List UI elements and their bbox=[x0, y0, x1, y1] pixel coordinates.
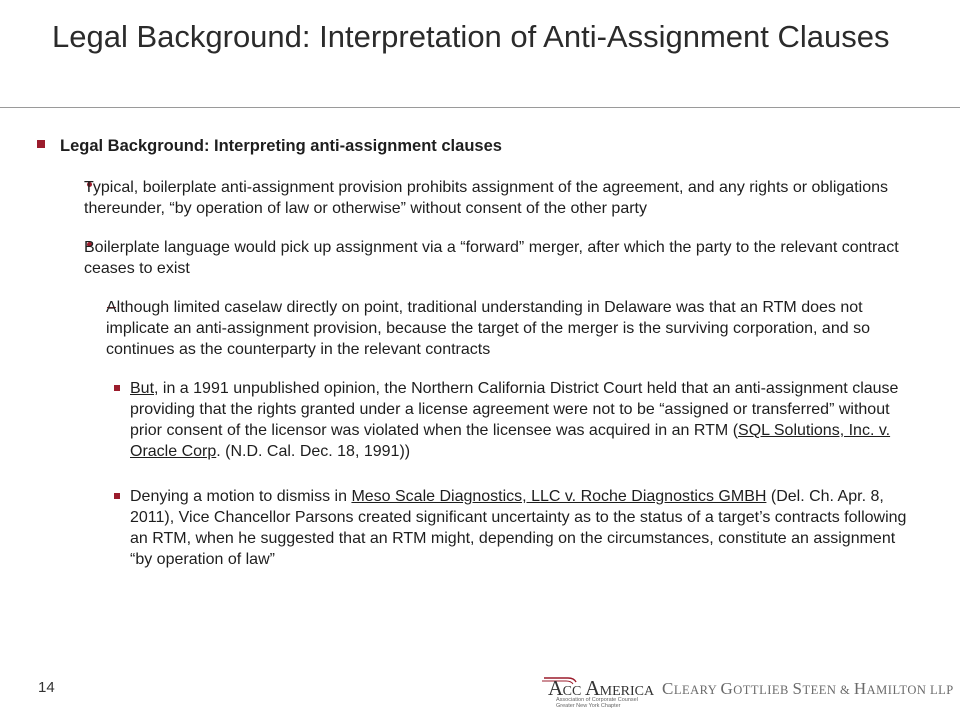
acc-subtitle: Association of Corporate Counsel Greater New York Chapter bbox=[556, 697, 638, 709]
square-bullet-icon bbox=[37, 140, 45, 148]
sub-sub-bullet-1 bbox=[130, 378, 915, 462]
sub-sub-1-text-a: , in a 1991 unpublished opinion, the Northern California District Court held that an anti-assignment clause providing that the rights granted under a license agreement were not to be “assigned or transferred” without prior consent of the licensor was violated when the licensee was acquired in an RTM ( bbox=[130, 380, 899, 439]
title-divider bbox=[0, 107, 960, 108]
sub-sub-bullet-2 bbox=[130, 486, 915, 570]
firm-name: CLEARY GOTTLIEB STEEN & HAMILTON LLP bbox=[662, 679, 954, 698]
acc-wordmark: ACC AMERICA bbox=[548, 676, 655, 700]
page-number: 14 bbox=[38, 679, 55, 696]
sub-bullet-text: Although limited caselaw directly on point, traditional understanding in Delaware was that an RTM does not implicate an anti-assignment provision, because the target of the merger is the surviving corporation, and so continues as the counterparty in the relevant contracts bbox=[106, 299, 870, 358]
case-citation-sql: SQL Solutions, Inc. v. Oracle Corp bbox=[130, 422, 891, 460]
bullet-1-text: Typical, boilerplate anti-assignment provision prohibits assignment of the agreement, and any rights or obligations thereunder, “by operation of law or otherwise” without consent of the other party bbox=[84, 179, 888, 217]
square-bullet-small-icon bbox=[114, 493, 120, 499]
case-citation-meso: Meso Scale Diagnostics, LLC v. Roche Diagnostics GMBH bbox=[351, 488, 767, 505]
sub-sub-1-text-b: . (N.D. Cal. Dec. 18, 1991)) bbox=[216, 443, 411, 460]
sub-sub-2-text-a: Denying a motion to dismiss in bbox=[130, 488, 352, 505]
emphasis-but: But bbox=[130, 380, 155, 397]
section-heading: Legal Background: Interpreting anti-assignment clauses bbox=[60, 137, 502, 155]
slide-title: Legal Background: Interpretation of Anti-Assignment Clauses bbox=[52, 19, 890, 54]
square-bullet-small-icon bbox=[114, 385, 120, 391]
bullet-2-text: Boilerplate language would pick up assignment via a “forward” merger, after which the party to the relevant contract ceases to exist bbox=[84, 239, 899, 277]
sub-sub-2-text-b: (Del. Ch. Apr. 8, 2011), Vice Chancellor Parsons created significant uncertainty as to the status of a target’s contracts following an RTM, when he suggested that an RTM might, depending on the circumstances, constitute an assignment “by operation of law” bbox=[130, 488, 907, 568]
